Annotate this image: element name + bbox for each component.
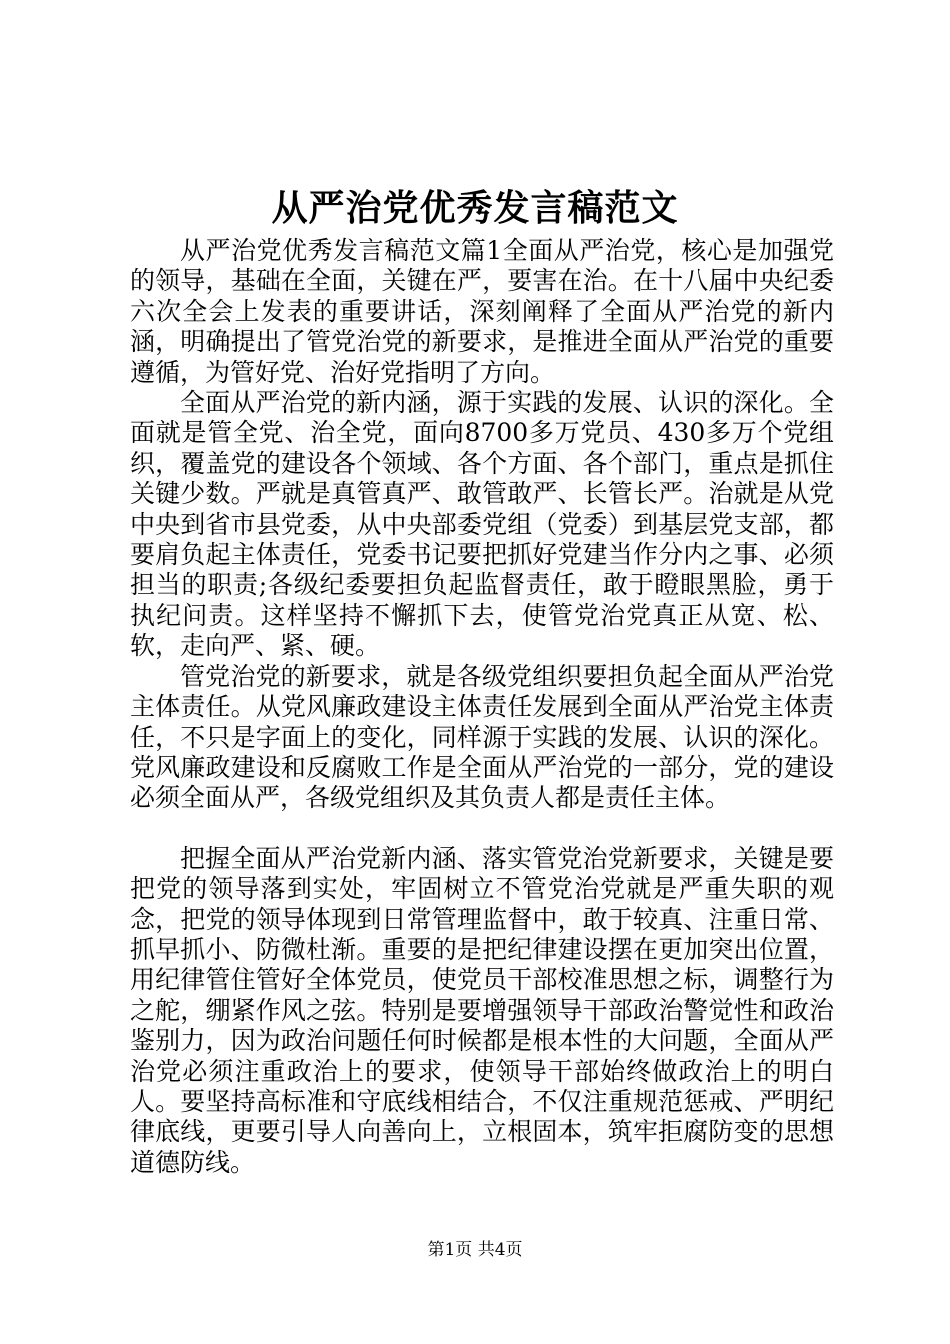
paragraph-2: 全面从严治党的新内涵，源于实践的发展、认识的深化。全面就是管全党、治全党，面向8700多万党员、430多万个党组织，覆盖党的建设各个领域、各个方面、各个部门，重点是抓住关键少数。严就是真管真严、敢管敢严、长管长严。治就是从党中央到省市县党委，从中央部委党组（党委）到基层党支部，都要肩负起主体责任，党委书记要把抓好党建当作分内之事、必须担当的职责;各级纪委要担负起监督责任，敢于瞪眼黑脸，勇于执纪问责。这样坚持不懈抓下去，使管党治党真正从宽、松、软，走向严、紧、硬。 xyxy=(130,388,834,661)
page-footer: 第1页 共4页 xyxy=(427,1240,523,1260)
paragraph-4: 把握全面从严治党新内涵、落实管党治党新要求，关键是要把党的领导落到实处，牢固树立不管党治党就是严重失职的观念，把党的领导体现到日常管理监督中，敢于较真、注重日常、抓早抓小、防微杜渐。重要的是把纪律建设摆在更加突出位置，用纪律管住管好全体党员，使党员干部校准思想之标，调整行为之舵，绷紧作风之弦。特别是要增强领导干部政治警觉性和政治鉴别力，因为政治问题任何时候都是根本性的大问题，全面从严治党必须注重政治上的要求，使领导干部始终做政治上的明白人。要坚持高标准和守底线相结合，不仅注重规范惩戒、严明纪律底线，更要引导人向善向上，立根固本，筑牢拒腐防变的思想道德防线。 xyxy=(130,843,834,1177)
paragraph-3: 管党治党的新要求，就是各级党组织要担负起全面从严治党主体责任。从党风廉政建设主体责任发展到全面从严治党主体责任，不只是字面上的变化，同样源于实践的发展、认识的深化。党风廉政建设和反腐败工作是全面从严治党的一部分，党的建设必须全面从严，各级党组织及其负责人都是责任主体。 xyxy=(130,661,834,813)
document-title: 从严治党优秀发言稿范文 xyxy=(271,187,679,229)
document-body xyxy=(130,236,834,1178)
paragraph-1: 从严治党优秀发言稿范文篇1全面从严治党，核心是加强党的领导，基础在全面，关键在严，要害在治。在十八届中央纪委六次全会上发表的重要讲话，深刻阐释了全面从严治党的新内涵，明确提出了管党治党的新要求，是推进全面从严治党的重要遵循，为管好党、治好党指明了方向。 xyxy=(130,236,834,387)
paragraph-gap xyxy=(130,814,834,844)
